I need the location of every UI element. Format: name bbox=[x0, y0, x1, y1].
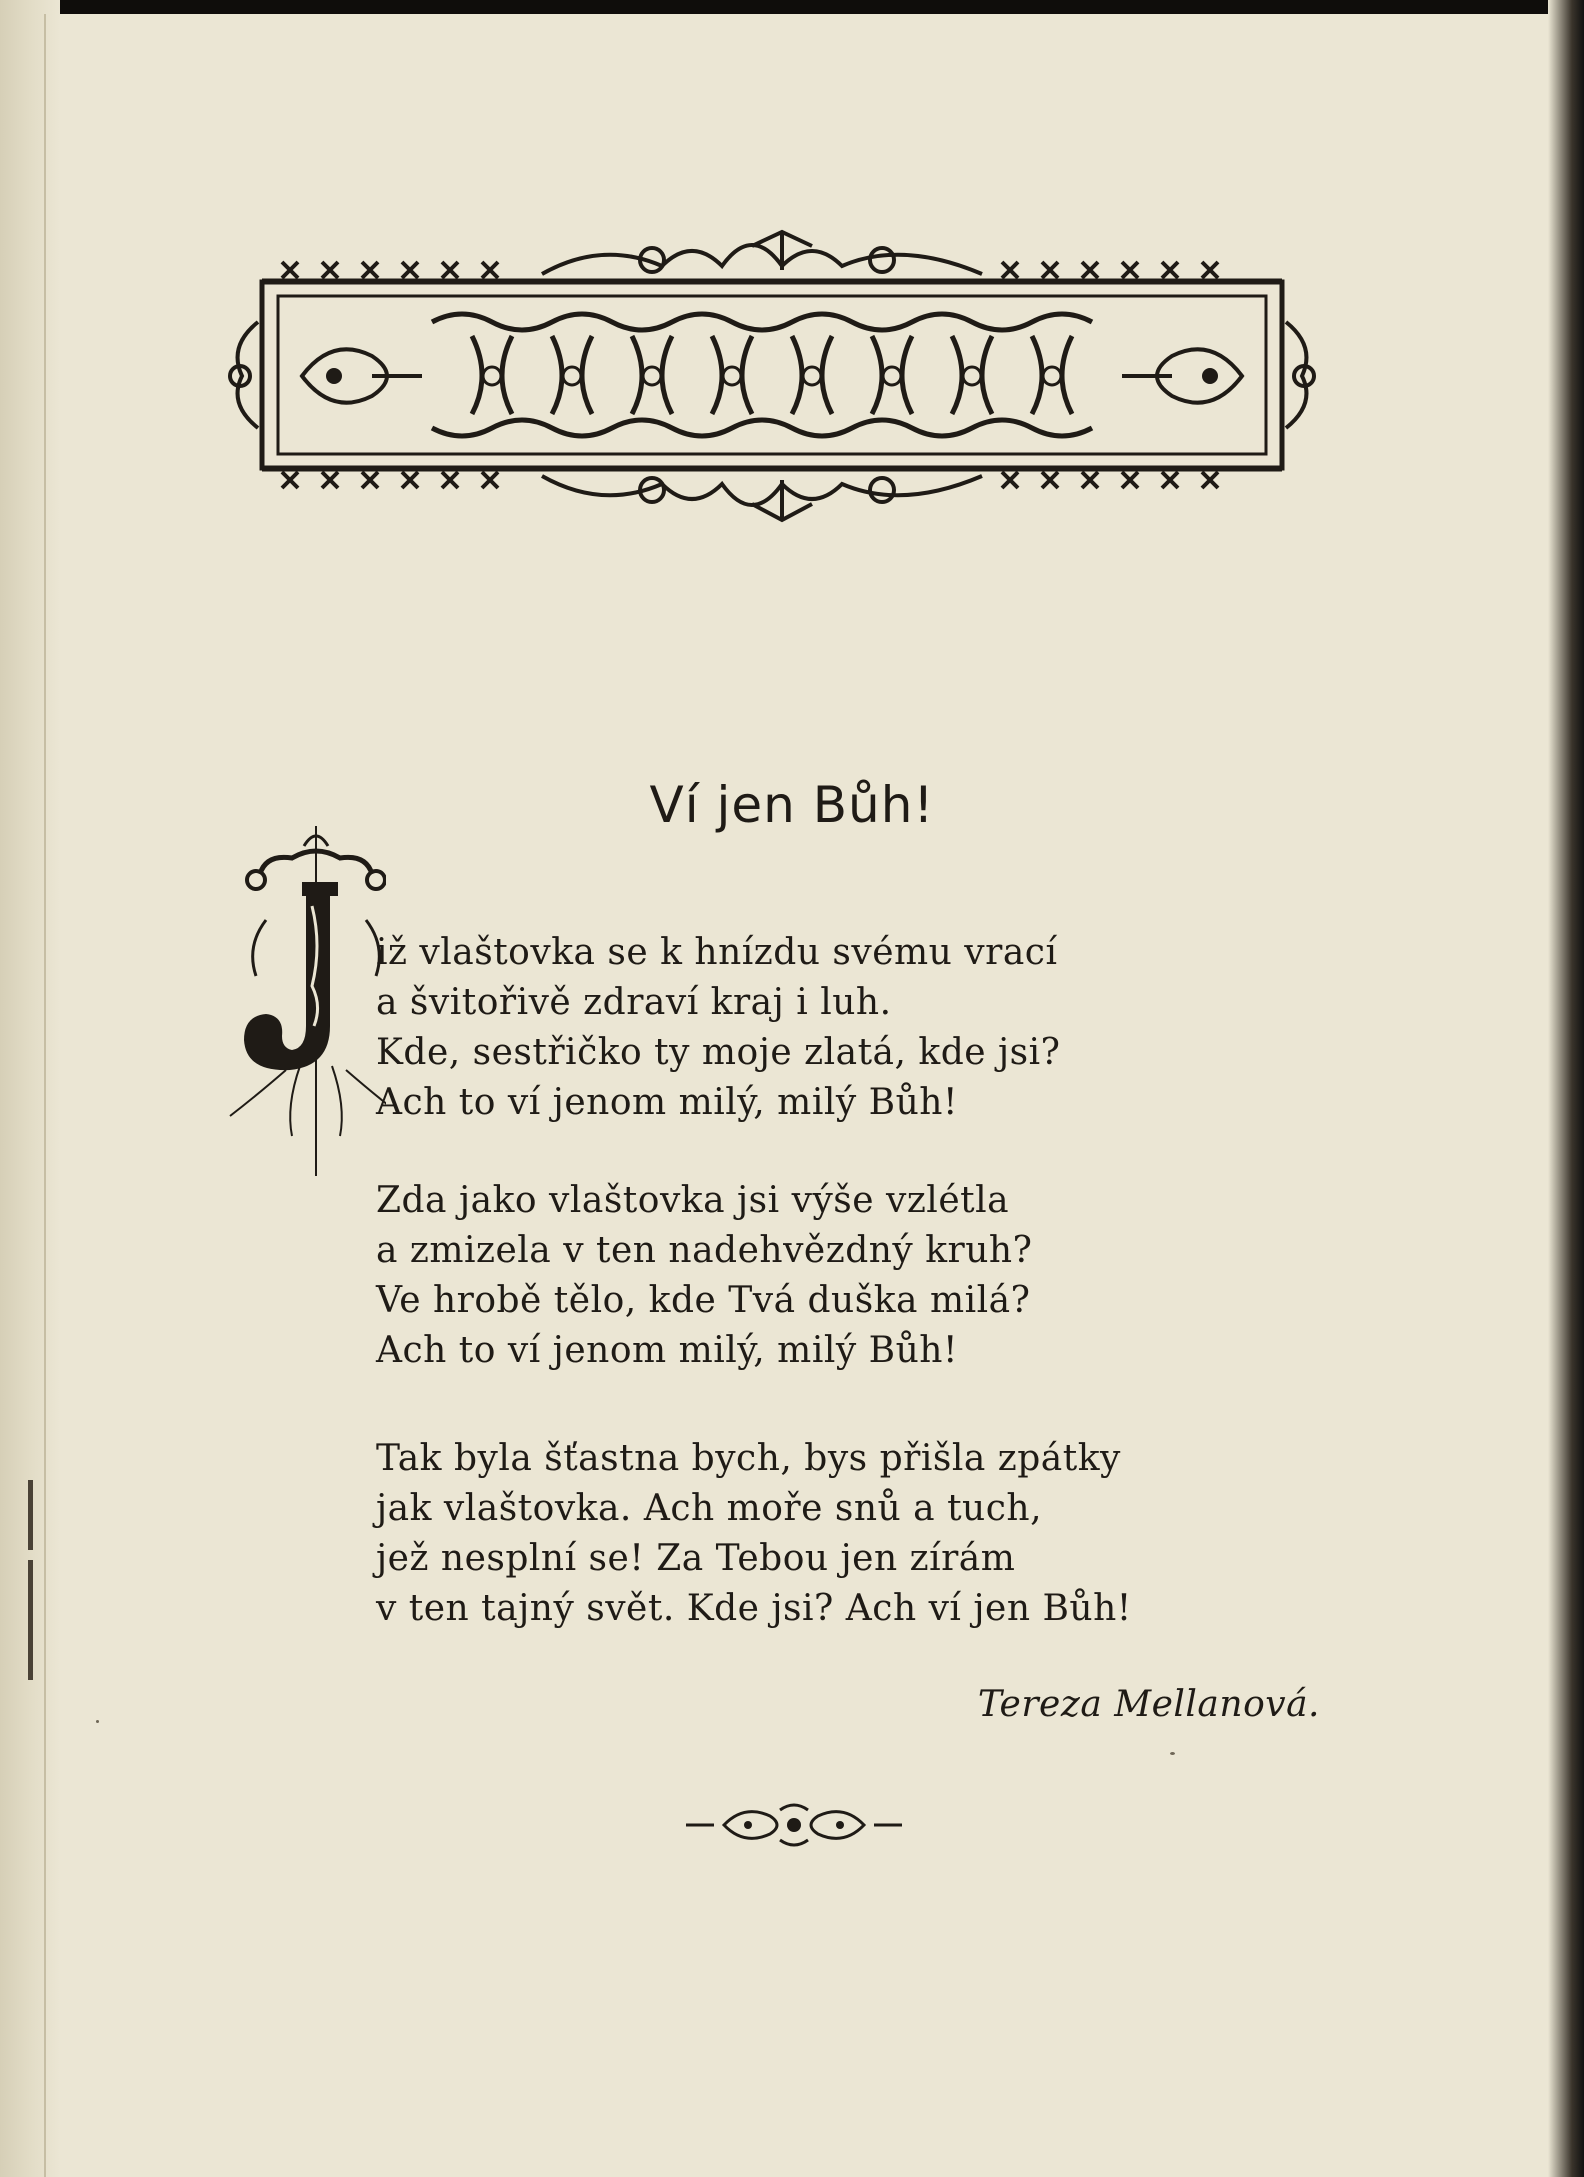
verse-line: jež nesplní se! Za Tebou jen zírám bbox=[376, 1538, 1016, 1579]
decorated-initial-icon bbox=[226, 826, 386, 1176]
page-gutter bbox=[0, 0, 60, 2177]
binding-mark bbox=[28, 1480, 33, 1550]
page-right-edge bbox=[1548, 0, 1584, 2177]
verse-line: iž vlaštovka se k hnízdu svému vrací bbox=[376, 932, 1058, 973]
stanza-1 bbox=[376, 928, 1060, 1128]
paper-speck bbox=[96, 1720, 99, 1723]
poem-title: Ví jen Bůh! bbox=[649, 776, 935, 834]
floral-tailpiece-icon bbox=[684, 1800, 904, 1850]
verse-line: v ten tajný svět. Kde jsi? Ach ví jen Bůh! bbox=[376, 1588, 1132, 1629]
verse-line: jak vlaštovka. Ach moře snů a tuch, bbox=[376, 1488, 1043, 1529]
binding-mark bbox=[28, 1560, 33, 1680]
verse-line: Ach to ví jenom milý, milý Bůh! bbox=[376, 1082, 958, 1123]
verse-line: Tak byla šťastna bych, bys přišla zpátky bbox=[376, 1438, 1121, 1479]
verse-line: Ach to ví jenom milý, milý Bůh! bbox=[376, 1330, 958, 1371]
verse-line: a švitořivě zdraví kraj i luh. bbox=[376, 982, 892, 1023]
paper-speck bbox=[1170, 1752, 1175, 1755]
poem-author: Tereza Mellanová. bbox=[977, 1684, 1320, 1725]
verse-line: a zmizela v ten nadehvězdný kruh? bbox=[376, 1230, 1033, 1271]
verse-line: Zda jako vlaštovka jsi výše vzlétla bbox=[376, 1180, 1010, 1221]
verse-line: Kde, sestřičko ty moje zlatá, kde jsi? bbox=[376, 1032, 1061, 1073]
verse-line: Ve hrobě tělo, kde Tvá duška milá? bbox=[376, 1280, 1031, 1321]
page-top-edge bbox=[0, 0, 1584, 14]
ornamental-header-band-icon bbox=[222, 226, 1344, 524]
stanza-2 bbox=[376, 1176, 1032, 1376]
stanza-3 bbox=[376, 1434, 1132, 1634]
gutter-line bbox=[44, 14, 46, 2177]
